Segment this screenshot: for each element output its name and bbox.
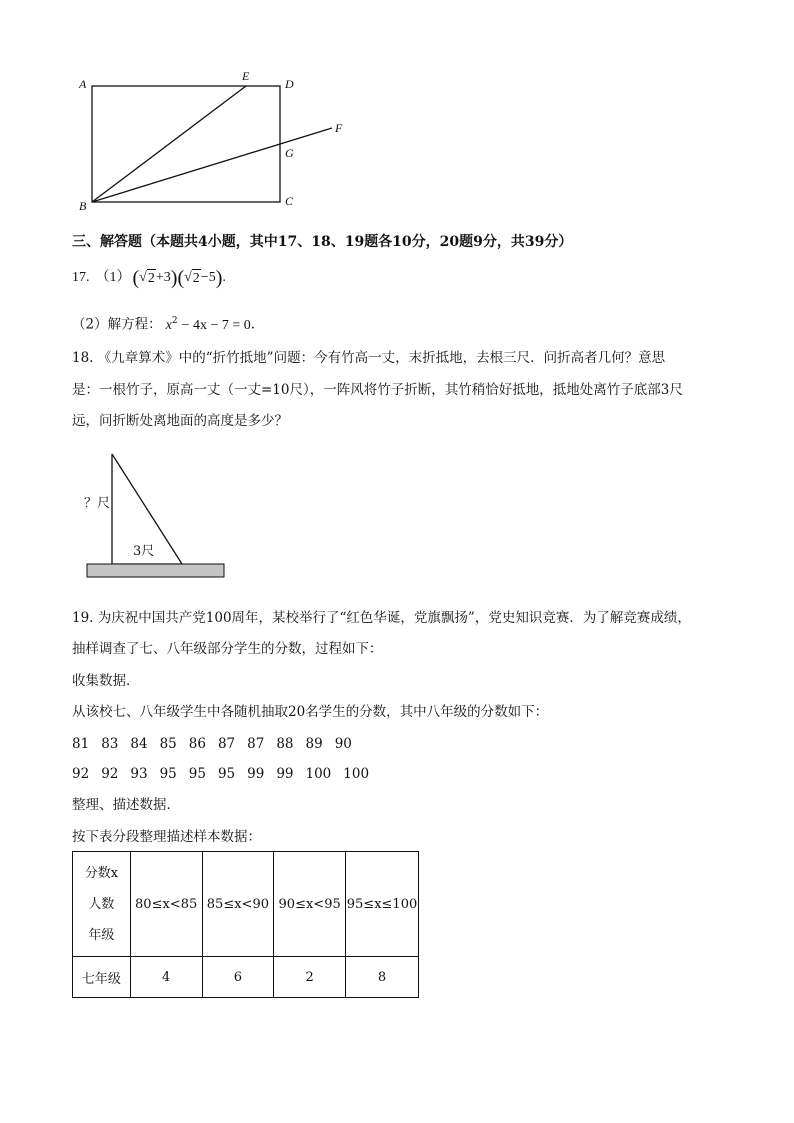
- frequency-table: [72, 851, 419, 998]
- expr2-tail: −5: [200, 270, 216, 285]
- point-label-d: D: [285, 77, 294, 91]
- rectangle-abcd: [92, 86, 280, 202]
- q18-line1: 18. 《九章算术》中的“折竹抵地”问题：今有竹高一丈，末折抵地，去根三尺．问折高者几何？意思: [72, 350, 666, 366]
- point-label-f: F: [335, 121, 343, 135]
- range-header: 90≤x<95: [274, 852, 346, 957]
- header-corner-cell: [73, 852, 131, 957]
- q17-part1-label: （1）: [95, 270, 131, 285]
- equation-x: x: [165, 317, 172, 333]
- height-label: ？尺: [84, 496, 111, 511]
- header-grade-label: 年级: [88, 927, 115, 943]
- count-cell: 8: [346, 957, 419, 998]
- bamboo-figure: [84, 450, 229, 582]
- scores-row-2: [72, 765, 369, 783]
- radicand: 2: [192, 270, 200, 286]
- score: 87: [247, 736, 265, 752]
- q18-line3: 远，问折断处离地面的高度是多少？: [72, 413, 288, 429]
- equation-rest: − 4x − 7 = 0: [181, 317, 251, 333]
- score: 86: [188, 736, 206, 752]
- score: 95: [217, 766, 236, 782]
- point-label-g: G: [285, 146, 294, 160]
- score: 89: [305, 736, 323, 752]
- score: 100: [343, 766, 370, 782]
- scores-row-1: [72, 735, 352, 753]
- radicand: 2: [147, 270, 155, 286]
- ground-slab: [87, 564, 224, 577]
- base-label: 3尺: [133, 544, 155, 559]
- header-count-label: 人数: [88, 896, 115, 912]
- score: 95: [188, 766, 206, 782]
- point-label-a: A: [79, 77, 87, 91]
- score: 90: [334, 736, 352, 752]
- count-cell: 4: [130, 957, 202, 998]
- score: 87: [217, 736, 236, 752]
- point-label-c: C: [285, 194, 294, 208]
- q17-number: 17.: [72, 270, 90, 285]
- score: 99: [276, 766, 294, 782]
- table-header-row: [73, 852, 419, 957]
- paren-open: (: [132, 267, 140, 289]
- score: 84: [130, 736, 148, 752]
- paren-open: (: [177, 267, 185, 289]
- sqrt-icon: √: [139, 269, 147, 285]
- expr1-tail: +3: [155, 270, 171, 285]
- data-description: 从该校七、八年级学生中各随机抽取20名学生的分数，其中八年级的分数如下：: [72, 704, 549, 720]
- score: 85: [159, 736, 177, 752]
- segment-be: [92, 86, 246, 202]
- range-header: 95≤x≤100: [346, 852, 419, 957]
- score: 92: [72, 766, 90, 782]
- score: 100: [305, 766, 332, 782]
- section-heading: 三、解答题（本题共4小题，其中17、18、19题各10分，20题9分，共39分）: [72, 234, 573, 250]
- q18-line2: 是：一根竹子，原高一丈（一丈=10尺），一阵风将竹子折断，其竹稍恰好抵地，抵地处离竹子底部3尺: [72, 382, 683, 398]
- header-score-label: 分数x: [84, 865, 119, 881]
- score: 83: [101, 736, 119, 752]
- collect-data: 收集数据．: [72, 673, 140, 689]
- sqrt-icon: √: [184, 269, 192, 285]
- count-cell: 6: [202, 957, 274, 998]
- q19-line1: 19. 为庆祝中国共产党100周年，某校举行了“红色华诞，党旗飘扬”，党史知识竞赛．为了解竞赛成绩，: [72, 610, 691, 626]
- range-header: 85≤x<90: [202, 852, 274, 957]
- q17-end-dot: .: [222, 270, 226, 285]
- count-cell: 2: [274, 957, 346, 998]
- q17-part2-label: （2）解方程：: [72, 316, 162, 333]
- rectangle-figure: [70, 66, 360, 216]
- grade-cell: 七年级: [73, 957, 131, 998]
- score: 81: [72, 736, 90, 752]
- equation-end: .: [250, 316, 256, 333]
- q17-part1: [72, 268, 226, 288]
- equation-exponent: 2: [171, 316, 178, 326]
- score: 88: [276, 736, 294, 752]
- q19-line2: 抽样调查了七、八年级部分学生的分数，过程如下：: [72, 641, 383, 657]
- score: 99: [247, 766, 265, 782]
- organize-data: 整理、描述数据．: [72, 797, 180, 813]
- table-intro: 按下表分段整理描述样本数据：: [72, 829, 261, 845]
- point-label-e: E: [242, 69, 250, 83]
- paren-close: ): [215, 267, 223, 289]
- score: 95: [159, 766, 177, 782]
- table-row: [73, 957, 419, 998]
- score: 93: [130, 766, 148, 782]
- segment-bf: [92, 128, 332, 202]
- paren-close: ): [170, 267, 178, 289]
- score: 92: [101, 766, 119, 782]
- q17-part2: [72, 312, 255, 335]
- range-header: 80≤x<85: [130, 852, 202, 957]
- point-label-b: B: [79, 199, 87, 213]
